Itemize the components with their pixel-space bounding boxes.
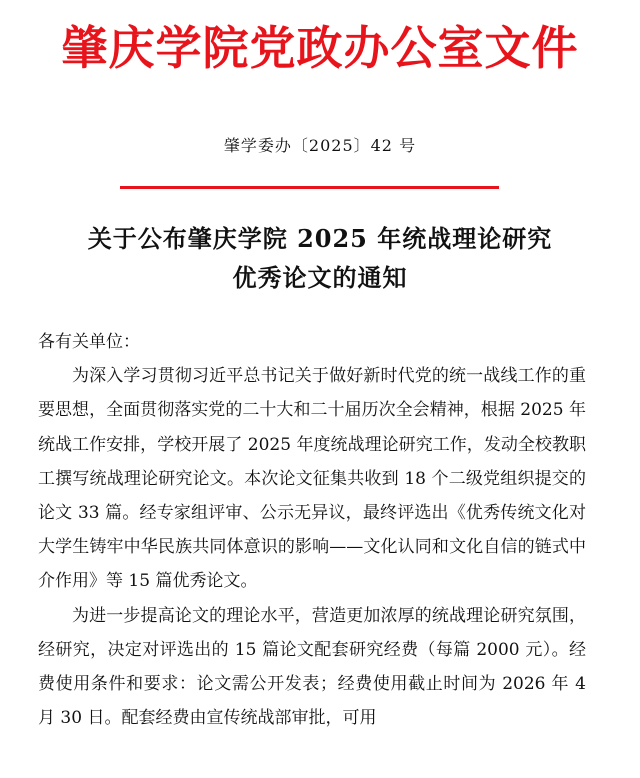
- notice-title-line-1: 关于公布肇庆学院 2025 年统战理论研究: [87, 224, 553, 253]
- red-divider-line: [120, 186, 499, 189]
- salutation: 各有关单位：: [38, 332, 140, 352]
- document-number: 肇学委办〔2025〕42 号: [223, 136, 417, 155]
- body-paragraph-1: 为深入学习贯彻习近平总书记关于做好新时代党的统一战线工作的重要思想，全面贯彻落实党的二十大和二十届历次全会精神，根据 2025 年统战工作安排，学校开展了 2025 年度统战理论研究工作，发动全校教职工撰写统战理论研究论文。本次论文征集共收到 18 个二级党组织提交的论文 33 篇。经专家组评审、公示无异议，最终评选出《优秀传统文化对大学生铸牢中华民族共同体意识的影响——文化认同和文化自信的链式中介作用》等 15 篇优秀论文。: [38, 366, 586, 592]
- document-header-title: 肇庆学院党政办公室文件: [61, 21, 579, 75]
- notice-body: [38, 325, 586, 735]
- body-paragraph-2: 为进一步提高论文的理论水平，营造更加浓厚的统战理论研究氛围，经研究，决定对评选出的 15 篇论文配套研究经费（每篇 2000 元）。经费使用条件和要求：论文需公开发表；经费使用截止时间为 2026 年 4 月 30 日。配套经费由宣传统战部审批，可用: [38, 605, 586, 729]
- notice-title: [0, 219, 640, 297]
- notice-title-line-2: 优秀论文的通知: [232, 263, 408, 292]
